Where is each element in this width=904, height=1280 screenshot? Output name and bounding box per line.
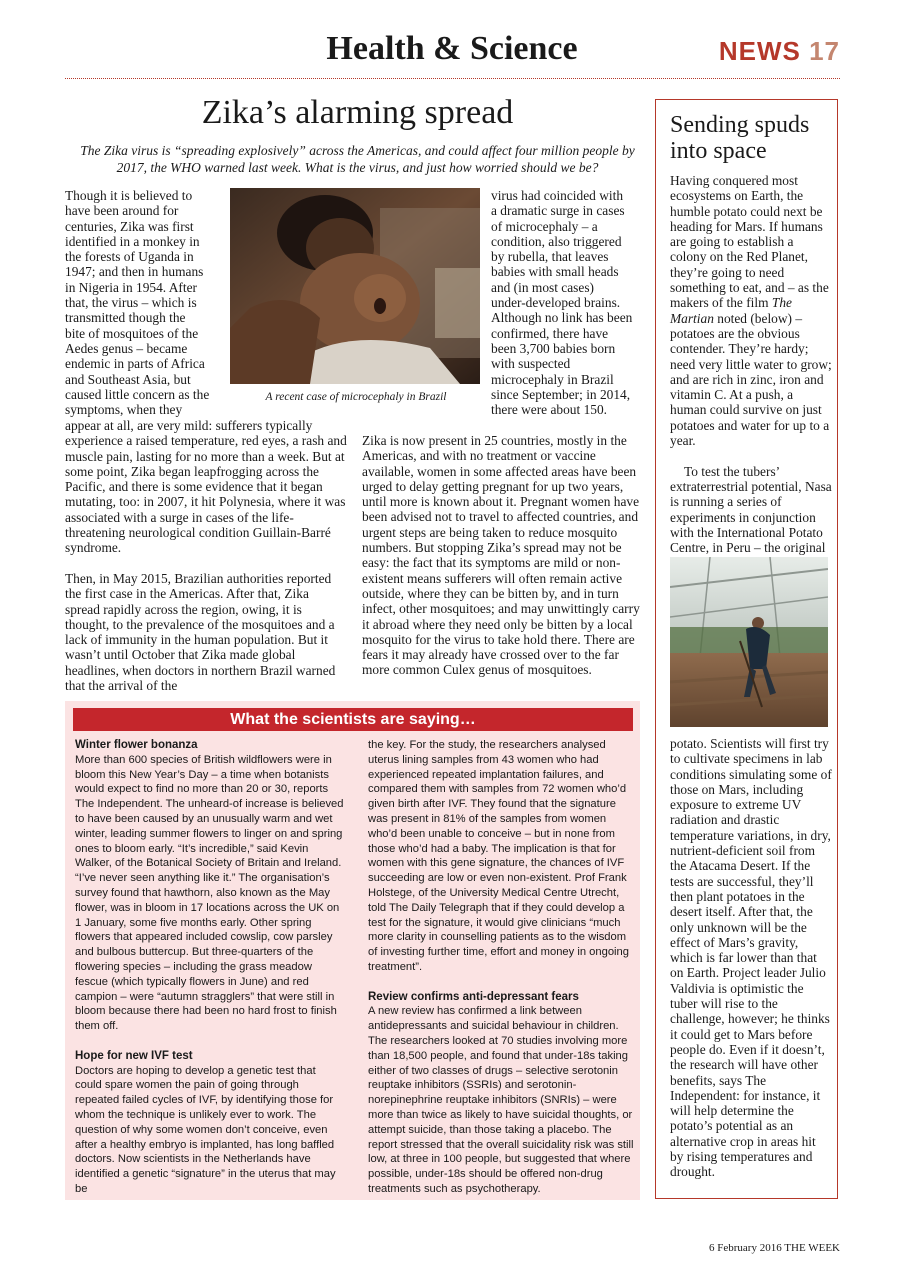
left-line: Aedes genus – became	[65, 340, 188, 356]
sidebar-paragraph-1	[670, 173, 832, 448]
right-paragraph-2: Zika is now present in 25 countries, mostly in the Americas, and with no treatment or vaccine available, women in some affected areas have been urged to delay getting pregnant for up two years, until more is known about it. Pregnant women have been advised not to travel to affected countries, and urgent steps are being taken to reduce mosquito numbers. But stopping Zika’s spread may not be easy: the fact that its symptoms are mild or non-existent means sufferers will often remain active outside, where they can be bitten by, and in turn infect, other mosquitoes; and may unwittingly carry it abroad where they need only be bitten by a local mosquito for the virus to take hold there. There are fears it may already have crossed over to the far more common Culex genus of mosquitoes.	[362, 433, 640, 678]
right-line: there were about 150.	[491, 402, 608, 418]
page-number: 17	[809, 36, 840, 66]
article-headline: Zika’s alarming spread	[201, 94, 514, 131]
right-column-top	[491, 188, 651, 417]
left-line: endemic in parts of Africa	[65, 356, 205, 372]
item-text-winter-flowers: More than 600 species of British wildflowers were in bloom this New Year’s Day – a time when botanists would expect to find no more than 20 or 30, reports The Independent. The unheard-of increase is believed to have been caused by an unusually warm and wet winter, leading summer flowers to linger on and spring ones to bloom early. “It’s incredible,” said Kevin Walker, of the Botanical Society of Britain and Ireland. “I’ve never seen anything like it.” The organisation’s survey found that hawthorn, also known as the May flower, was in bloom in 17 locations across the UK on 1 January, some five months early. Other spring flowers that appeared included cowslip, cow parsley and bulbous buttercup. But three-quarters of the flowering species – including the grass meadow fescue (which typically flowers in June) and red campion – were “autumn stragglers” that were still in bloom because there had been no hard frost to finish them off.	[75, 753, 344, 1033]
sidebar-paragraph-2-start: To test the tubers’ extraterrestrial potential, Nasa is running a series of experiments in conjunction with the International Potato Centre, in Peru – the original	[670, 463, 832, 556]
footer-publication: THE WEEK	[784, 1242, 840, 1254]
right-line: since September; in 2014,	[491, 386, 631, 402]
potato-greenhouse-photo	[670, 557, 828, 727]
left-paragraph-2: Then, in May 2015, Brazilian authorities reported the first case in the Americas. After that, Zika spread rapidly across the region, owing, it is thought, to the prevalence of the mosquitoes and a lack of immunity in the human population. But it wasn’t until October that Zika made global headlines, when doctors in northern Brazil warned that the arrival of the	[65, 570, 336, 694]
right-line: with suspected	[491, 356, 571, 372]
right-line: microcephaly in Brazil	[491, 371, 614, 387]
left-line: centuries, Zika was first	[65, 218, 194, 234]
scientists-box-heading: What the scientists are saying…	[73, 708, 633, 731]
sidebar-paragraph-2-end: potato. Scientists will first try to cultivate specimens in lab conditions simulating some of those on Mars, including exposure to extreme UV radiation and drastic temperature variations, in dry, nutrient-deficient soil from the Atacama Desert. If the tests are successful, they’ll then plant potatoes in the desert itself. After that, the only unknown will be the effect of Mars’s gravity, which is far lower than that on Earth. Project leader Julio Valdivia is optimistic the tuber will rise to the challenge, however; he thinks it could get to Mars before people do. Even if it doesn’t, the research will have other benefits, says The Independent: for instance, it will help determine the potato’s potential as an alternative crop in areas hit by rising temperatures and drought.	[670, 736, 832, 1180]
right-line: of microcephaly – a	[491, 218, 598, 234]
left-line: symptoms, when they	[65, 402, 183, 418]
right-line: by rubella, that leaves	[491, 249, 609, 265]
right-line: a dramatic surge in cases	[491, 203, 625, 219]
left-line: have been around for	[65, 203, 179, 219]
left-line: and Southeast Asia, but	[65, 371, 191, 387]
left-line: transmitted though the	[65, 310, 186, 326]
footer-date: 6 February 2016	[709, 1242, 782, 1254]
left-line: bite of mosquitoes of the	[65, 325, 199, 341]
mother-baby-image	[230, 188, 480, 384]
left-line: 1947; and then in humans	[65, 264, 204, 280]
item-title-antidepressants: Review confirms anti-depressant fears	[368, 990, 579, 1003]
left-line: that, the virus – which is	[65, 295, 197, 311]
right-line: babies with small heads	[491, 264, 619, 280]
right-line: Although no link has been	[491, 310, 633, 326]
page-footer	[709, 1242, 840, 1254]
header-rule	[65, 78, 840, 79]
sidebar-text-bottom	[670, 736, 832, 1180]
left-line: identified in a monkey in	[65, 233, 200, 249]
film-title: The Martian	[670, 295, 792, 326]
right-line: virus had coincided with	[491, 188, 624, 203]
left-line: the forests of Uganda in	[65, 249, 194, 265]
microcephaly-photo	[230, 188, 480, 384]
photo-caption: A recent case of microcephaly in Brazil	[265, 391, 447, 403]
item-title-ivf: Hope for new IVF test	[75, 1049, 193, 1062]
article-standfirst: The Zika virus is “spreading explosively” across the Americas, and could affect four million people by 2017, the WHO warned last week. What is the virus, and just how worried should we be?	[80, 143, 635, 175]
spacer	[75, 1034, 345, 1049]
sidebar-p1-a: Having conquered most ecosystems on Earth, the humble potato could next be heading for Mars. If humans are going to establish a colony on the Red Planet, they’re going to need something to eat, and – as the makers of the film	[670, 173, 829, 311]
right-line: and (in most cases)	[491, 279, 595, 295]
item-text-ivf: Doctors are hoping to develop a genetic test that could spare women the pain of going through repeated failed cycles of IVF, by identifying those for whom the technique is unlikely ever to work. The question of why some women don’t conceive, even after a healthy embryo is implanted, has long baffled doctors. Now scientists in the Netherlands have identified a genetic “signature” in the uterus that may be	[75, 1064, 336, 1195]
right-line: confirmed, there have	[491, 325, 609, 341]
spacer	[368, 975, 634, 990]
scientists-right-column	[368, 738, 634, 1197]
item-title-winter-flowers: Winter flower bonanza	[75, 739, 198, 751]
left-line: Though it is believed to	[65, 188, 193, 203]
item-text-ivf-continued: the key. For the study, the researchers analysed uterus lining samples from 43 women who had experienced repeated implantation failures, and compared them with samples from 72 women who’d given birth after IVF. They found that the signature was present in 81% of the samples from women who’d been unable to conceive – but in none from those who’d had a baby. The implication is that for women with this gene signature, the chances of IVF succeeding are low or even non-existent. Prof Frank Holstege, of the University Medical Centre Utrecht, told The Daily Telegraph that if they could develop a test for the signature, it would give clinicians “much more clarity in counselling patients as to the wisdom of investing further time, effort and money in ongoing treatment”.	[368, 739, 629, 973]
right-line: been 3,700 babies born	[491, 340, 616, 356]
left-paragraph-1-end: appear at all, are very mild: sufferers typically experience a raised temperature, red eyes, a rash and muscle pain, lasting for no more than a week. But at some point, Zika began leapfrogging across the Pacific, and there is some evidence that it began mutating, too: in 2007, it hit Polynesia, where it was associated with a surge in cases of the life-threatening neurological condition Guillain-Barré syndrome.	[65, 418, 347, 556]
right-line: under-developed brains.	[491, 295, 621, 311]
right-column-bottom	[362, 433, 644, 678]
greenhouse-image	[670, 557, 828, 727]
left-line: caused little concern as the	[65, 386, 210, 402]
right-line: condition, also triggered	[491, 233, 622, 249]
section-title: Health & Science	[326, 30, 578, 67]
sidebar-text-top	[670, 173, 832, 571]
news-page-label	[719, 36, 840, 67]
sidebar-title: Sending spuds into space	[670, 112, 810, 164]
news-label: NEWS	[718, 36, 801, 66]
left-column-top	[65, 188, 225, 417]
left-line: in Nigeria in 1954. After	[65, 279, 198, 295]
scientists-left-column	[75, 738, 345, 1197]
left-column-bottom	[65, 418, 347, 693]
sidebar-p1-b: noted (below) – potatoes are the obvious contender. They’re hardy; need very little water to grow; and are rich in zinc, iron and vitamin C. At a push, a human could survive on just potatoes and water for up to a year.	[670, 310, 832, 449]
item-text-antidepressants: A new review has confirmed a link between antidepressants and suicidal behaviour in children. The researchers looked at 70 studies involving more than 18,500 people, and found that under-18s taking either of two classes of drugs – selective serotonin reuptake inhibitors (SSRIs) and serotonin-norepinephrine reuptake inhibitors (SNRIs) – were more than twice as likely to have suicidal thoughts, or attempt suicide, than those taking a placebo. The report stressed that the overall suicidality risk was still low, at three in 100 people, but suggested that where possible, under-18s should be offered non-drug treatments such as psychotherapy.	[368, 1005, 634, 1195]
